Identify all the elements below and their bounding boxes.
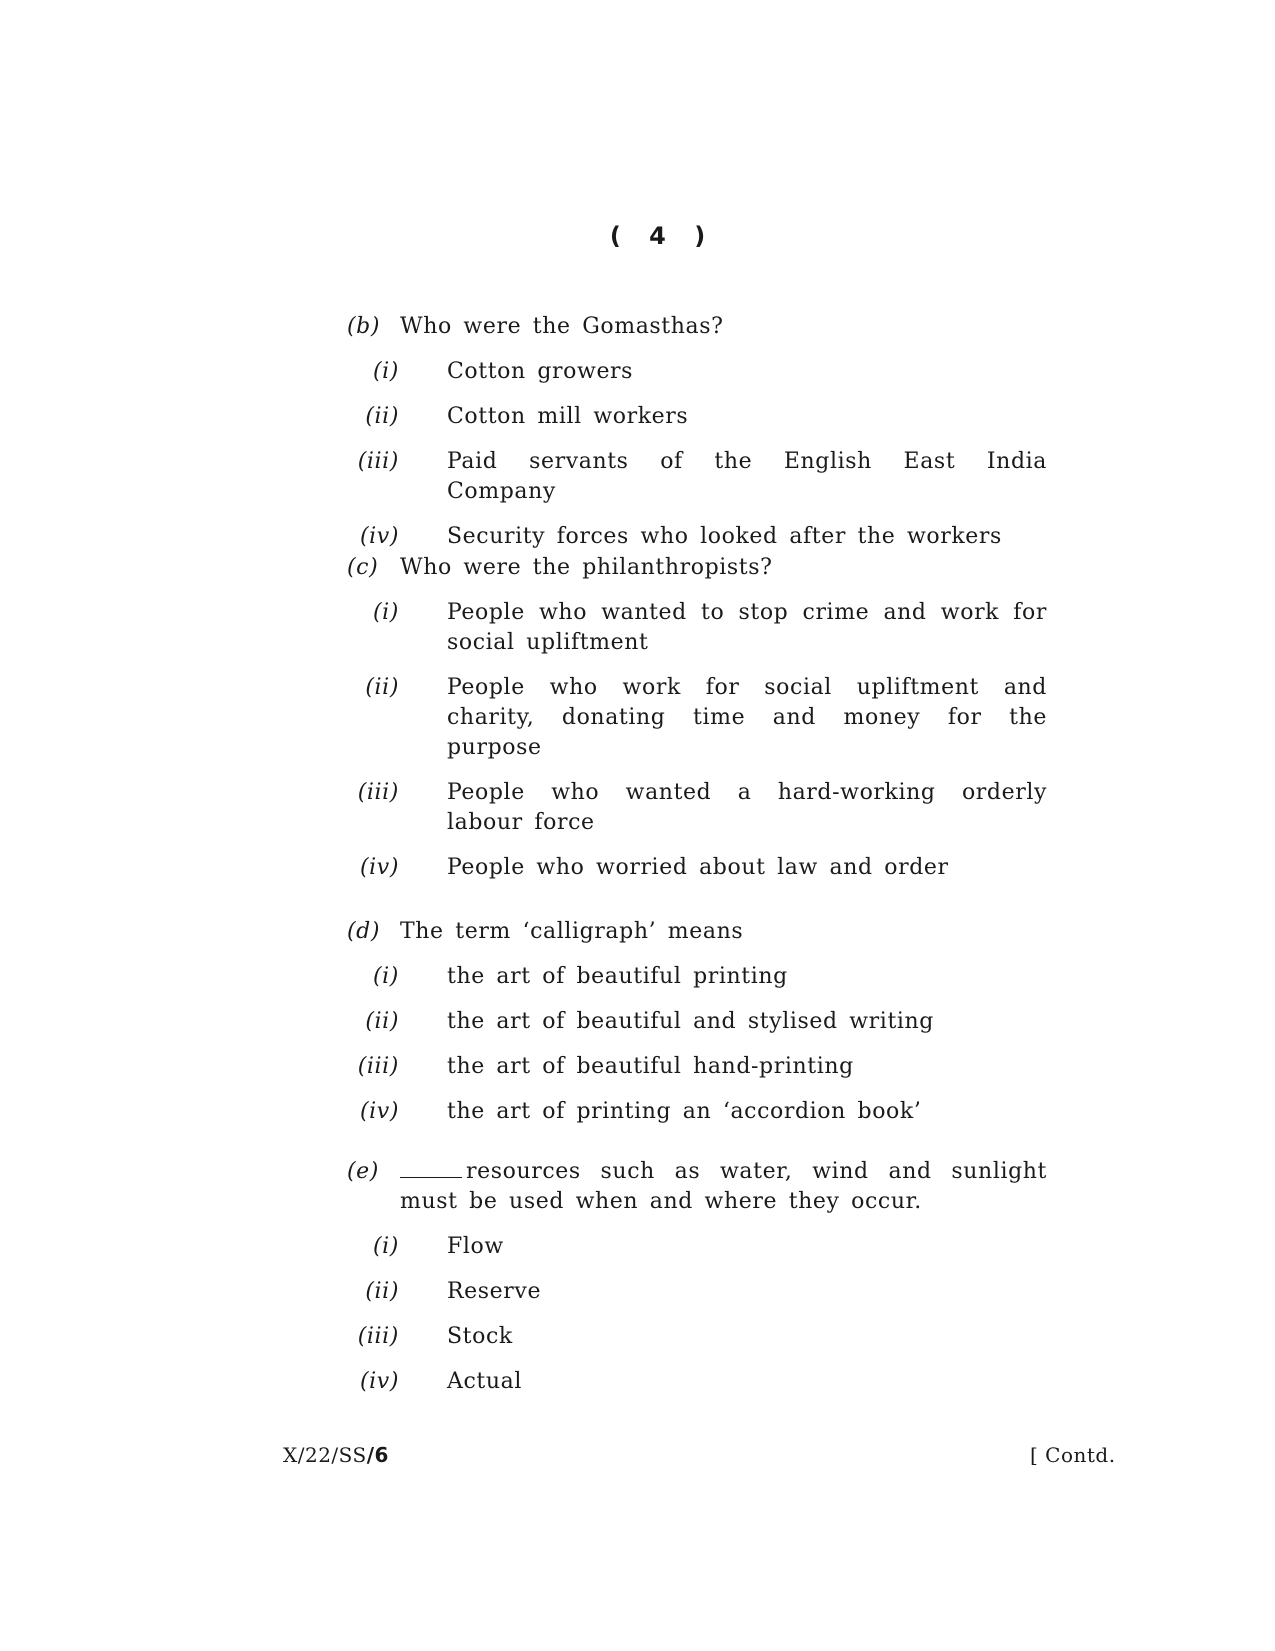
option-text: Cotton mill workers — [447, 404, 689, 429]
option-item — [347, 402, 1047, 432]
option-text: Actual — [447, 1369, 522, 1394]
option-item — [347, 1277, 1047, 1307]
question-text: Who were the Gomasthas? — [400, 314, 724, 339]
option-label: (ii) — [365, 404, 399, 429]
question-text — [400, 1157, 1047, 1217]
option-text: the art of beautiful and stylised writing — [447, 1009, 934, 1034]
option-item — [347, 962, 1047, 992]
option-label: (iv) — [359, 524, 399, 549]
option-label: (iii) — [357, 449, 399, 474]
option-label: (ii) — [365, 1279, 399, 1304]
option-label: (ii) — [365, 1009, 399, 1034]
option-text: People who worried about law and order — [447, 855, 949, 880]
option-text: the art of beautiful hand-printing — [447, 1054, 854, 1079]
option-text: the art of printing an ‘accordion book’ — [447, 1099, 922, 1124]
option-label: (i) — [372, 600, 399, 625]
option-item — [347, 1052, 1047, 1082]
option-label: (i) — [372, 964, 399, 989]
question-text-body: resources such as water, wind and sunlight must be used when and where they occur. — [400, 1159, 1047, 1214]
option-item — [347, 1097, 1047, 1127]
option-item — [347, 1322, 1047, 1352]
option-text: the art of beautiful printing — [447, 964, 788, 989]
option-text: People who wanted to stop crime and work for social upliftment — [447, 600, 1047, 655]
question-e — [347, 1157, 1047, 1397]
option-label: (iv) — [359, 855, 399, 880]
question-d — [347, 917, 1047, 1127]
option-text: Flow — [447, 1234, 504, 1259]
question-c — [347, 553, 1047, 883]
option-label: (iii) — [357, 1054, 399, 1079]
option-text: People who wanted a hard-working orderly labour force — [447, 780, 1047, 835]
option-label: (ii) — [365, 675, 399, 700]
paper-code-prefix: X/22/SS — [283, 1443, 367, 1467]
option-item — [347, 1007, 1047, 1037]
question-label: (d) — [347, 919, 381, 944]
option-text: Stock — [447, 1324, 513, 1349]
option-text: Security forces who looked after the workers — [447, 524, 1002, 549]
question-text: The term ‘calligraph’ means — [400, 919, 744, 944]
option-label: (i) — [372, 359, 399, 384]
page-number: ( 4 ) — [609, 222, 716, 250]
paper-code-suffix: /6 — [366, 1443, 389, 1467]
question-b — [347, 312, 1047, 552]
continued-note: [ Contd. — [1030, 1443, 1116, 1467]
option-item — [347, 357, 1047, 387]
option-item — [347, 673, 1047, 763]
answer-blank — [400, 1157, 462, 1178]
option-text: Cotton growers — [447, 359, 634, 384]
question-label: (e) — [347, 1159, 379, 1184]
option-label: (iv) — [359, 1369, 399, 1394]
option-item — [347, 522, 1047, 552]
option-label: (iv) — [359, 1099, 399, 1124]
option-text: Reserve — [447, 1279, 542, 1304]
option-item — [347, 1367, 1047, 1397]
option-label: (i) — [372, 1234, 399, 1259]
option-item — [347, 853, 1047, 883]
option-text: Paid servants of the English East India Company — [447, 449, 1047, 504]
option-item — [347, 1232, 1047, 1262]
option-label: (iii) — [357, 780, 399, 805]
option-item — [347, 778, 1047, 838]
question-text: Who were the philanthropists? — [400, 555, 773, 580]
option-label: (iii) — [357, 1324, 399, 1349]
option-text: People who work for social upliftment and charity, donating time and money for the purpose — [447, 675, 1047, 760]
paper-code — [283, 1443, 389, 1467]
question-label: (c) — [347, 555, 379, 580]
option-item — [347, 598, 1047, 658]
option-item — [347, 447, 1047, 507]
question-label: (b) — [347, 314, 381, 339]
